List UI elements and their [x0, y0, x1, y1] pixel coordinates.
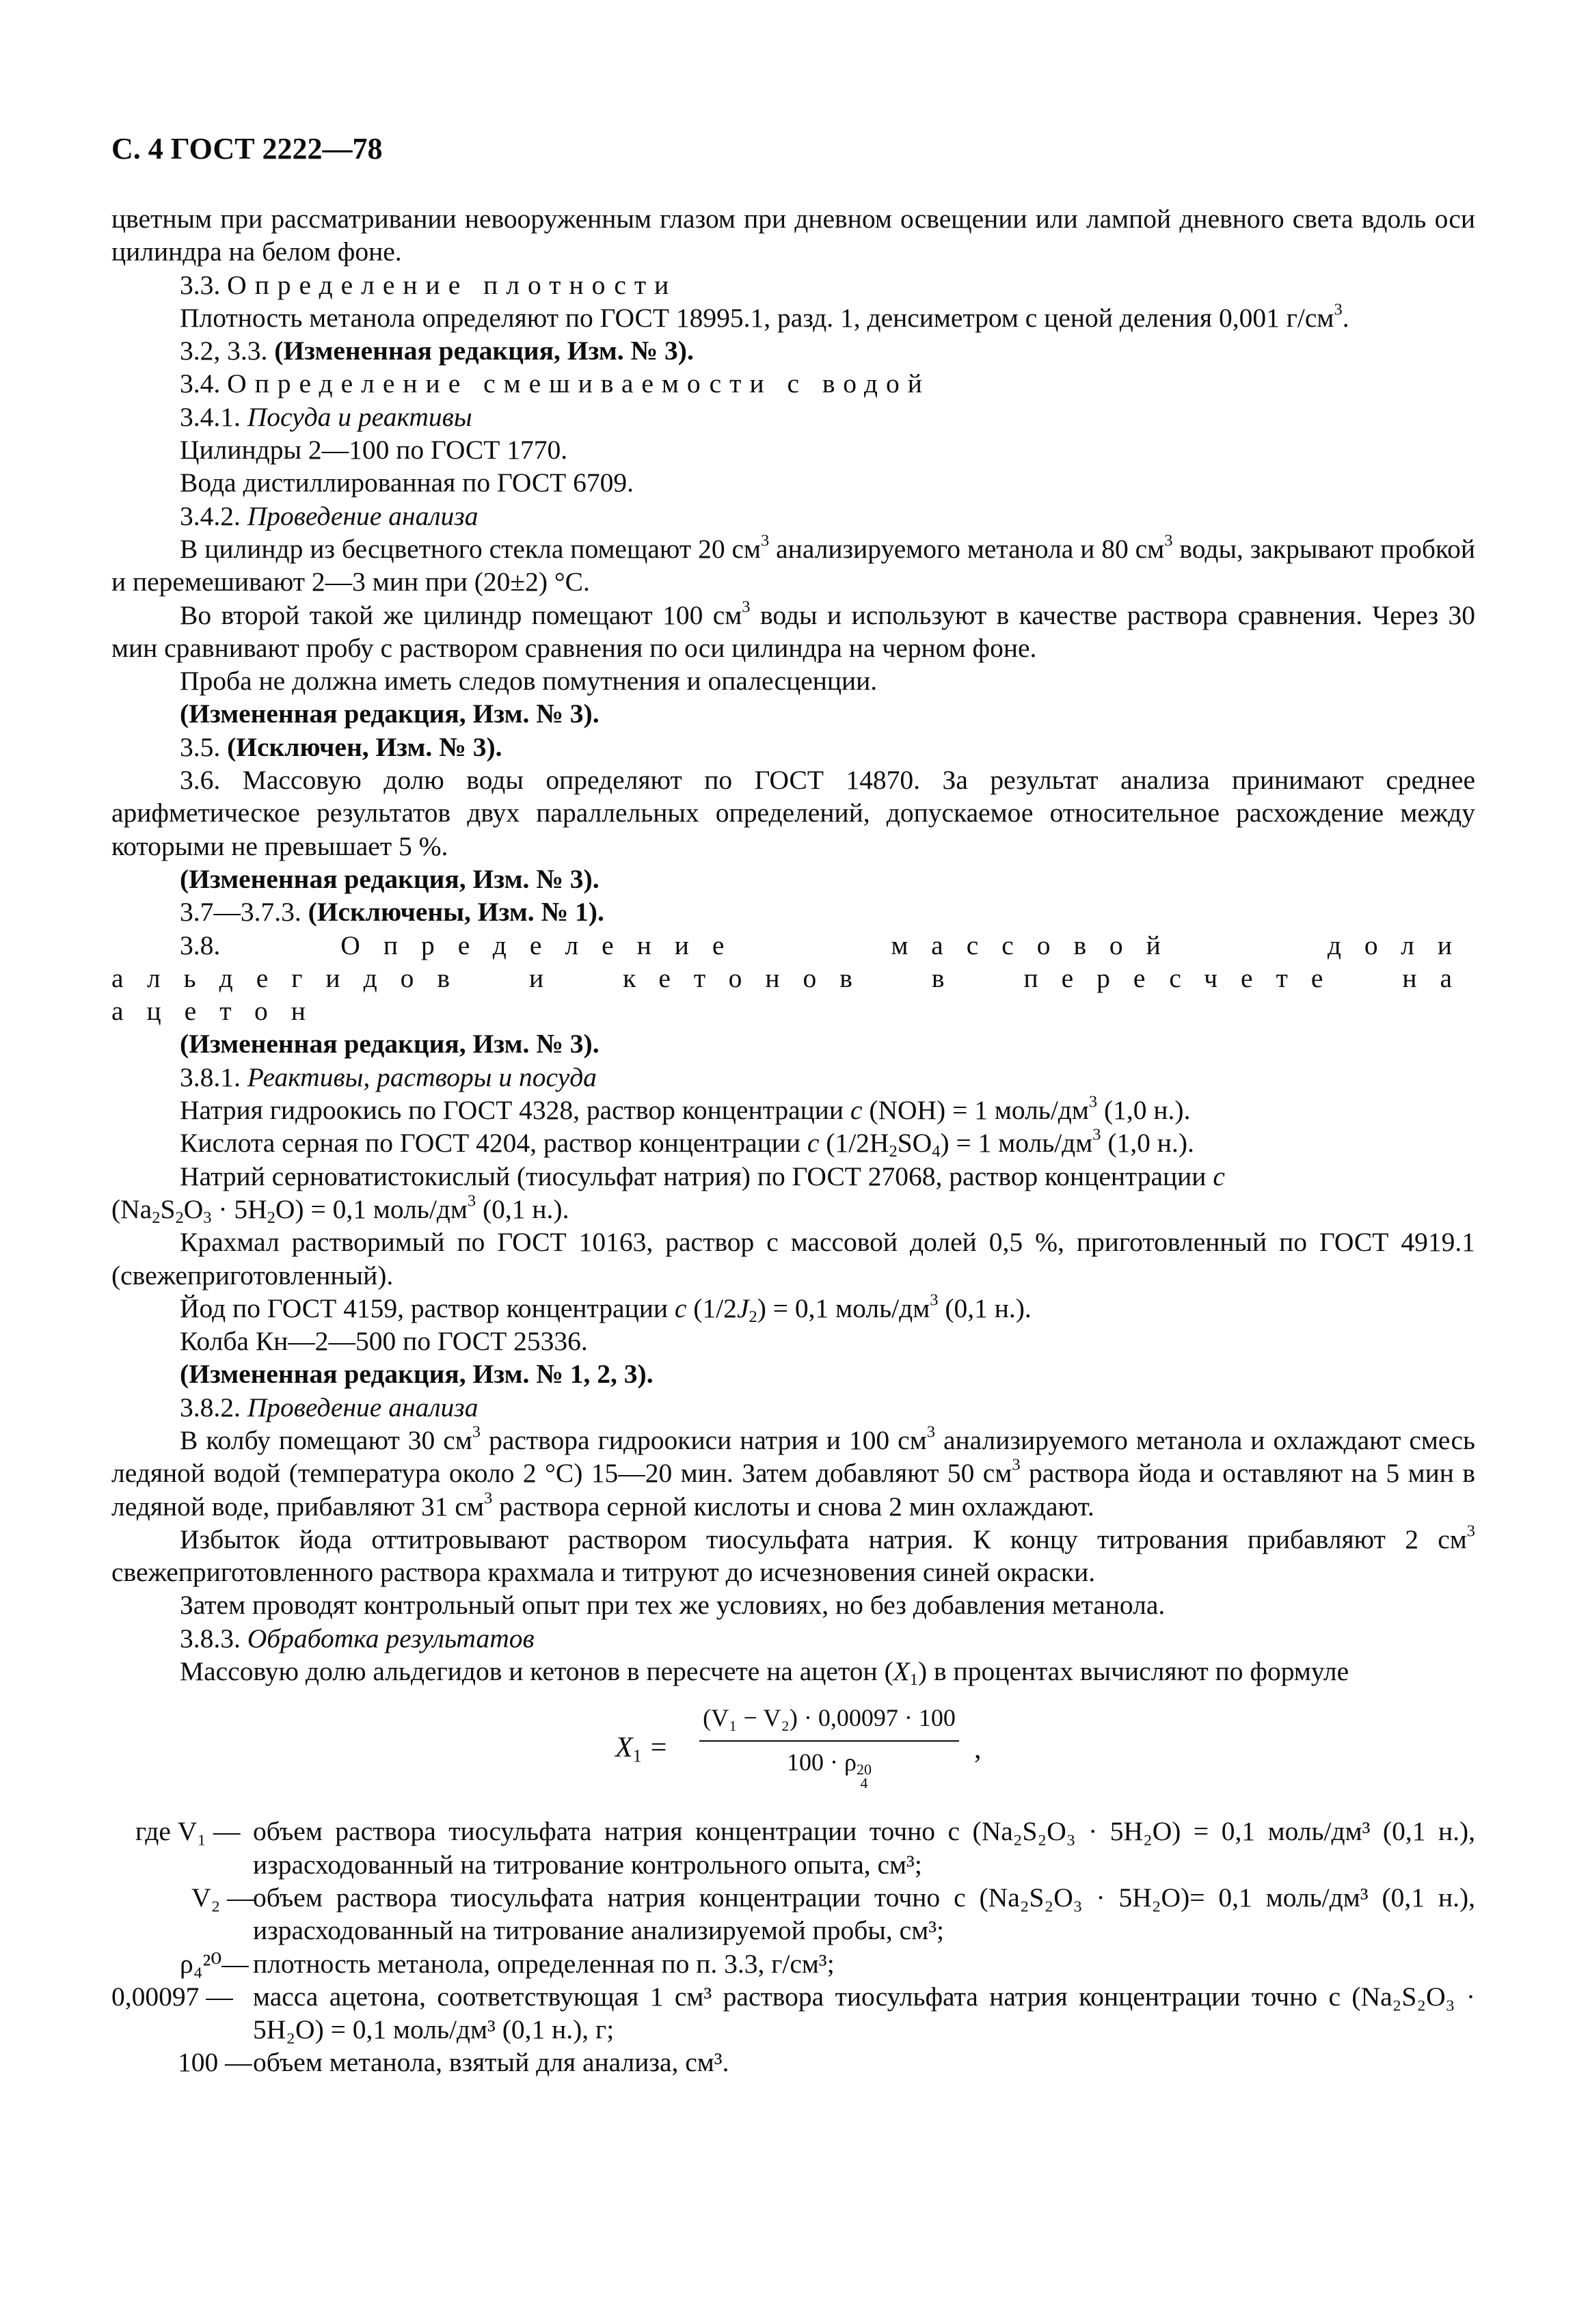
subsection-heading: 3.4.2. Проведение анализа [180, 500, 479, 531]
definitions-list [111, 1815, 1475, 2079]
paragraph: 3.5. (Исключен, Изм. № 3). [180, 731, 502, 762]
amendment-note: (Измененная редакция, Изм. № 1, 2, 3). [180, 1359, 654, 1390]
list-item: Кислота серная по ГОСТ 4204, раствор концентрации с $(1/2H_2SO_4) = 1$ моль/$дм^3$ (1,0 н.). [180, 1125, 1194, 1161]
definition-v1: где V₁ — объем раствора тиосульфата натрия концентрации точно c (Na₂S₂O₃ · 5H₂O) = 0,1 моль/дм³ (0,1 н.), израсходованный на титрование контрольного опыта, см³; [135, 1816, 1475, 1880]
paragraph: Затем проводят контрольный опыт при тех же условиях, но без добавления метанола. [180, 1590, 1166, 1621]
list-item: Йод по ГОСТ 4159, раствор концентрации с $(1/2J_2) = 0,1$ моль/$дм^3$ (0,1 н.). [180, 1291, 1032, 1326]
paragraph: В колбу помещают 30 $см^3$ раствора гидроокиси натрия и 100 $см^3$ анализируемого метанола и охлаждают смесь ледяной водой (температура около 2 °С) 15—20 мин. Затем добавляют 50 $см^3$ раствора йода и оставляют на 5 мин в ледяной воде, прибавляют 31 $см^3$ раствора серной кислоты и снова 2 мин охлаждают. [111, 1422, 1475, 1522]
formula-lhs: $X_1$ = [615, 1732, 669, 1766]
document-body [111, 202, 1475, 2079]
paragraph: Плотность метанола определяют по ГОСТ 18995.1, разд. 1, денсиметром с ценой деления 0,001 $г/см^3$. [180, 300, 1349, 333]
paragraph: 3.6. Массовую долю воды определяют по ГОСТ 14870. За результат анализа принимают среднее арифметическое результатов двух параллельных определений, допускаемое относительное расхождение между которыми не превышает 5 %. [111, 765, 1475, 861]
subsection-heading: 3.8.3. Обработка результатов [180, 1623, 535, 1653]
list-item: Натрий серноватистокислый (тиосульфат натрия) по ГОСТ 27068, раствор концентрации с $(Na_2S_2O_3 \cdot 5H_2O) = 0,1$ моль/$дм^3$ (0,1 н.). [111, 1161, 1225, 1227]
paragraph: Массовую долю альдегидов и кетонов в пересчете на ацетон $(X_1)$ в процентах вычисляют по формуле [180, 1656, 1349, 1689]
subsection-heading: 3.8.2. Проведение анализа [180, 1392, 479, 1422]
subsection-heading: 3.4.1. Посуда и реактивы [180, 401, 472, 432]
page-header: С. 4 ГОСТ 2222—78 [111, 132, 383, 165]
formula-numerator: (V₁ − V₂) · 0,00097 · 100 [703, 1704, 956, 1732]
definition-acetone: 0,00097 — масса ацетона, соответствующая 1 см³ раствора тиосульфата натрия концентрации точно c (Na₂S₂O₃ · 5H₂O) = 0,1 моль/дм³ (0,1 н.), г; [111, 1981, 1475, 2045]
definition-density: ρ₄²⁰— плотность метанола, определенная по п. 3.3, г/см³; [180, 1948, 835, 1979]
amendment-note: (Измененная редакция, Изм. № 3). [180, 1029, 600, 1059]
amendment-note: (Измененная редакция, Изм. № 3). [180, 699, 600, 729]
section-heading: 3.8. Определение массовой доли альдегидов и кетонов в пересчете на ацетон [111, 930, 1475, 1027]
list-item: Цилиндры 2—100 по ГОСТ 1770. [180, 435, 568, 465]
section-heading: 3.3. Определение плотности [180, 269, 677, 300]
paragraph: Проба не должна иметь следов помутнения и опалесценции. [180, 666, 878, 697]
list-item: Колба Кн—2—500 по ГОСТ 25336. [180, 1326, 588, 1357]
formula-fraction [686, 1701, 973, 1792]
subsection-heading: 3.8.1. Реактивы, растворы и посуда [180, 1062, 597, 1092]
section-heading: 3.4. Определение смешиваемости с водой [180, 368, 930, 399]
formula [111, 1699, 1475, 1801]
list-item: Натрия гидроокись по ГОСТ 4328, раствор концентрации с (NOH) = 1 моль/$дм^3$ (1,0 н.). [180, 1092, 1191, 1126]
paragraph: 3.7—3.7.3. (Исключены, Изм. № 1). [180, 897, 604, 928]
list-item: Вода дистиллированная по ГОСТ 6709. [180, 468, 634, 498]
amendment-note: 3.2, 3.3. (Измененная редакция, Изм. № 3). [180, 336, 694, 366]
paragraph: Во второй такой же цилиндр помещают 100 $см^3$ воды и используют в качестве раствора сравнения. Через 30 мин сравнивают пробу с раствором сравнения по оси цилиндра на черном фоне. [111, 597, 1475, 663]
paragraph: В цилиндр из бесцветного стекла помещают 20 $см^3$ анализируемого метанола и 80 $см^3$ воды, закрывают пробкой и перемешивают 2—3 мин при (20±2) °С. [111, 531, 1476, 597]
definition-v2: V₂ — объем раствора тиосульфата натрия концентрации точно c (Na₂S₂O₃ · 5H₂O)= 0,1 моль/дм³ (0,1 н.), израсходованный на титрование анализируемой пробы, см³; [191, 1882, 1475, 1946]
definition-volume: 100 — объем метанола, взятый для анализа, см³. [178, 2047, 729, 2078]
paragraph: цветным при рассматривании невооруженным глазом при дневном освещении или лампой дневного света вдоль оси цилиндра на белом фоне. [111, 204, 1475, 267]
formula-denominator: 100 · ρ 20 4 [787, 1748, 872, 1792]
list-item: Крахмал растворимый по ГОСТ 10163, раствор с массовой долей 0,5 %, приготовленный по ГОСТ 4919.1 (свежеприготовленный). [111, 1227, 1475, 1291]
formula-comma: , [974, 1733, 982, 1766]
fraction-bar [699, 1740, 959, 1742]
amendment-note: (Измененная редакция, Изм. № 3). [180, 863, 600, 894]
paragraph: Избыток йода оттитровывают раствором тиосульфата натрия. К концу титрования прибавляют 2 $см^3$ свежеприготовленного раствора крахмала и титруют до исчезновения синей окраски. [111, 1522, 1475, 1588]
